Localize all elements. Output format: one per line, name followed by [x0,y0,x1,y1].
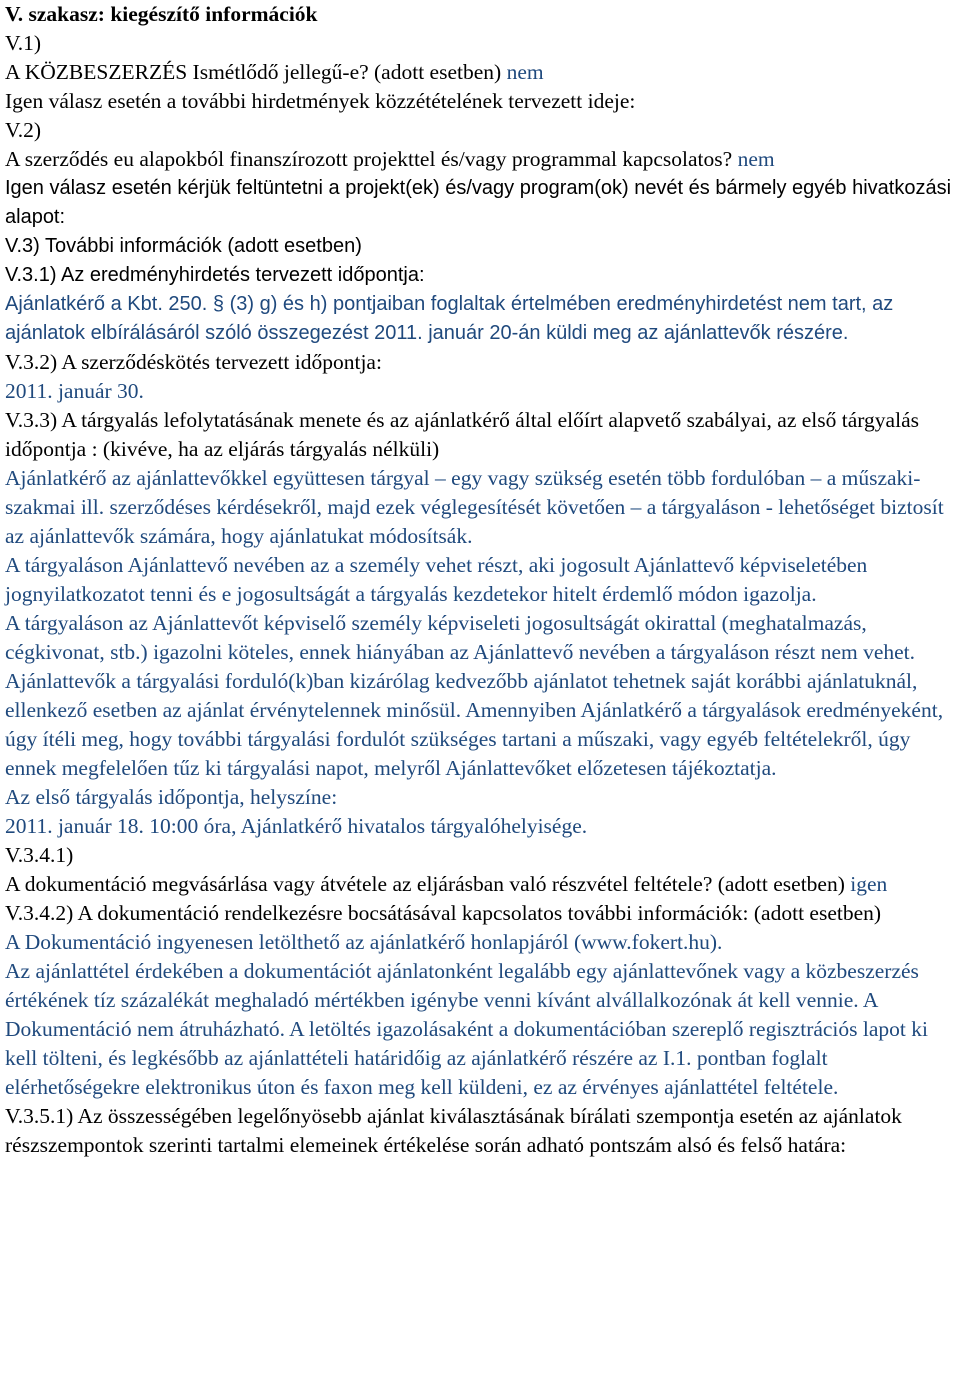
v2-question [5,145,954,174]
v2-question-text: A szerződés eu alapokból finanszírozott projekttel és/vagy programmal kapcsolatos? [5,147,738,171]
v351-title: V.3.5.1) Az összességében legelőnyösebb ajánlat kiválasztásának bírálati szempontja esetén az ajánlatok részszempontok szerinti tartalmi elemeinek értékelése során adható pontszám alsó és felső határa: [5,1104,902,1157]
v33-paragraph-2: A tárgyaláson Ajánlattevő nevében az a személy vehet részt, aki jogosult Ajánlattevő képviseletében jognyilatkozatot tenni és e jogosultságát a tárgyalás kezdetekor hitelt érdemlő módon igazolja. [5,553,868,606]
v2-followup: Igen válasz esetén kérjük feltüntetni a projekt(ek) és/vagy program(ok) nevét és bármely egyéb hivatkozási alapot: [5,177,952,228]
v342-title: V.3.4.2) A dokumentáció rendelkezésre bocsátásával kapcsolatos további információk: (adott esetben) [5,901,882,925]
v32-title: V.3.2) A szerződéskötés tervezett időpontja: [5,350,382,374]
v33-paragraph-1: Ajánlatkérő az ajánlattevőkkel együttesen tárgyal – egy vagy szükség esetén több fordulóban – a műszaki-szakmai ill. szerződéses kérdésekről, majd ezek véglegesítését követően – a tárgyaláson - lehetőséget biztosít az ajánlattevők számára, hogy ajánlatukat módosítsák. [5,466,944,548]
v341-question [5,870,954,899]
v342-paragraph-2: Az ajánlattétel érdekében a dokumentációt ajánlatonként legalább egy ajánlattevőnek vagy a közbeszerzés értékének tíz százalékát meghaladó mértékben igénybe venni kívánt alvállalkozónak át kell vennie. A Dokumentáció nem átruházható. A letöltés igazolásaként a dokumentációban szereplő regisztrációs lapot ki kell tölteni, és legkésőbb az ajánlattételi határidőig az ajánlatkérő részére az I.1. pontban foglalt elérhetőségekre elektronikus úton és faxon meg kell küldeni, ez az érvényes ajánlattétel feltétele. [5,959,928,1099]
v342-paragraph-1: A Dokumentáció ingyenesen letölthető az ajánlatkérő honlapjáról (www.fokert.hu). [5,930,723,954]
v31-text: Ajánlatkérő a Kbt. 250. § (3) g) és h) pontjaiban foglaltak értelmében eredményhirdetést nem tart, az ajánlatok elbírálásáról szóló összegezést 2011. január 20-án küldi meg az ajánlattevők részére. [5,293,894,344]
section-heading: V. szakasz: kiegészítő információk [5,2,318,26]
v341-answer: igen [850,872,888,896]
v31-title: V.3.1) Az eredményhirdetés tervezett időpontja: [5,264,425,286]
v1-followup: Igen válasz esetén a további hirdetmények közzétételének tervezett ideje: [5,89,636,113]
v2-number: V.2) [5,118,42,142]
v1-question [5,58,954,87]
v1-question-text: A KÖZBESZERZÉS Ismétlődő jellegű-e? (adott esetben) [5,60,507,84]
v33-paragraph-4: Ajánlattevők a tárgyalási forduló(k)ban kizárólag kedvezőbb ajánlatot tehetnek saját korábbi ajánlatuknál, ellenkező esetben az ajánlat érvénytelennek minősül. Amennyiben Ajánlatkérő a tárgyalások eredményeként, úgy ítéli meg, hogy további tárgyalási fordulót szükséges tartani a műszaki, vagy egyéb feltételekről, úgy ennek megfelelően tűz ki tárgyalási napot, melyről Ajánlattevőket előzetesen tájékoztatja. [5,669,944,780]
v1-answer: nem [506,60,544,84]
v33-paragraph-6: 2011. január 18. 10:00 óra, Ajánlatkérő hivatalos tárgyalóhelyisége. [5,814,588,838]
v1-number: V.1) [5,31,42,55]
v33-paragraph-5: Az első tárgyalás időpontja, helyszíne: [5,785,338,809]
v33-title: V.3.3) A tárgyalás lefolytatásának menete és az ajánlatkérő által előírt alapvető szabályai, az első tárgyalás időpontja : (kivéve, ha az eljárás tárgyalás nélküli) [5,408,919,461]
v33-paragraph-3: A tárgyaláson az Ajánlattevőt képviselő személy képviseleti jogosultságát okirattal (meghatalmazás, cégkivonat, stb.) igazolni köteles, ennek hiányában az Ajánlattevő nevében a tárgyaláson részt nem vehet. [5,611,916,664]
v341-question-text: A dokumentáció megvásárlása vagy átvétele az eljárásban való részvétel feltétele? (adott esetben) [5,872,851,896]
v2-answer: nem [737,147,775,171]
v341-number: V.3.4.1) [5,843,74,867]
v32-text: 2011. január 30. [5,379,144,403]
v3-title: V.3) További információk (adott esetben) [5,235,362,257]
